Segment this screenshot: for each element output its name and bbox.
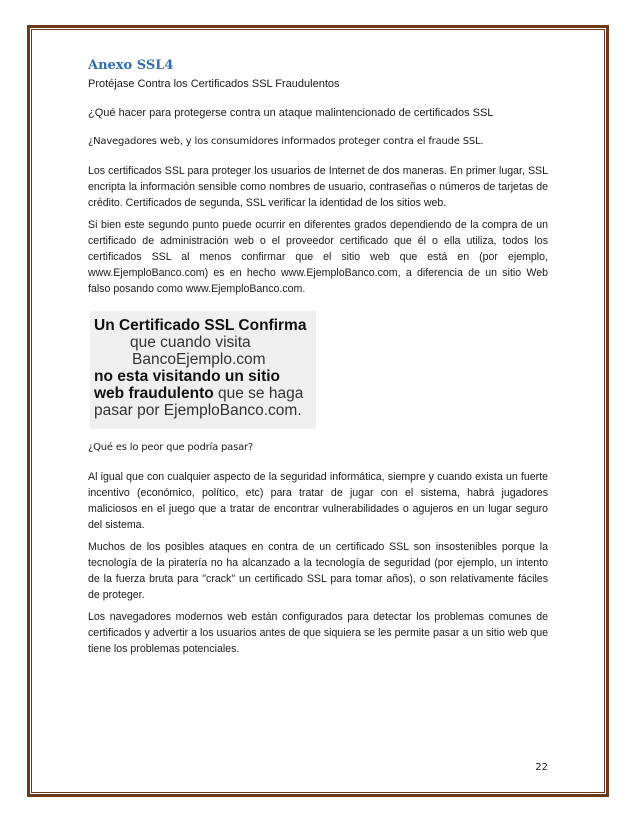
question-3: ¿Qué es lo peor que podría pasar? [88, 442, 254, 453]
question-2: ¿Navegadores web, y los consumidores informados proteger contra el fraude SSL. [88, 136, 484, 147]
page-number: 22 [535, 762, 548, 773]
figure-line-5-bold: web fraudulento [94, 385, 214, 402]
figure-line-1: Un Certificado SSL Confirma [94, 317, 307, 334]
subtitle: Protéjase Contra los Certificados SSL Fraudulentos [88, 78, 340, 90]
figure-line-5 [94, 385, 316, 402]
question-1: ¿Qué hacer para protegerse contra un ataque malintencionado de certificados SSL [88, 107, 494, 119]
page-content [88, 58, 548, 663]
figure-line-2: que cuando visita [130, 334, 251, 351]
paragraph-5: Los navegadores modernos web están configurados para detectar los problemas comunes de certificados y advertir a los usuarios antes de que siquiera se les permite pasar a un sitio web que tiene los problemas potenciales. [88, 611, 548, 655]
paragraph-3: Al igual que con cualquier aspecto de la seguridad informática, siempre y cuando exista un fuerte incentivo (económico, político, etc) para tratar de jugar con el sistema, habrá jugadores maliciosos en el juego que a tratar de encontrar vulnerabilidades o agujeros en un lugar seguro del sistema. [88, 471, 548, 531]
paragraph-1: Los certificados SSL para proteger los usuarios de Internet de dos maneras. En primer lugar, SSL encripta la información sensible como nombres de usuario, contraseñas o números de tarjetas de crédito. Certificados de segunda, SSL verificar la identidad de los sitios web. [88, 165, 548, 209]
figure-line-6: pasar por EjemploBanco.com. [94, 402, 302, 419]
ssl-illustration [90, 311, 316, 429]
section-heading: Anexo SSL4 [88, 58, 174, 73]
figure-line-4: no esta visitando un sitio [94, 368, 281, 385]
figure-line-5-rest: que se haga [213, 385, 304, 402]
figure-line-3: BancoEjemplo.com [132, 351, 266, 368]
paragraph-2: Si bien este segundo punto puede ocurrir en diferentes grados dependiendo de la compra de un certificado de administración web o el proveedor certificado que él o ella utiliza, todos los certificados SSL al menos confirmar que el sitio web que está en (por ejemplo, www.EjemploBanco.com) es en hecho www.EjemploBanco.com, a diferencia de un sitio Web falso posando como www.EjemploBanco.com. [88, 219, 548, 295]
paragraph-4: Muchos de los posibles ataques en contra de un certificado SSL son insostenibles porque la tecnología de la piratería no ha alcanzado a la tecnología de seguridad (por ejemplo, un intento de la fuerza bruta para "crack" un certificado SSL para tomar años), o son relativamente fáciles de proteger. [88, 541, 548, 601]
